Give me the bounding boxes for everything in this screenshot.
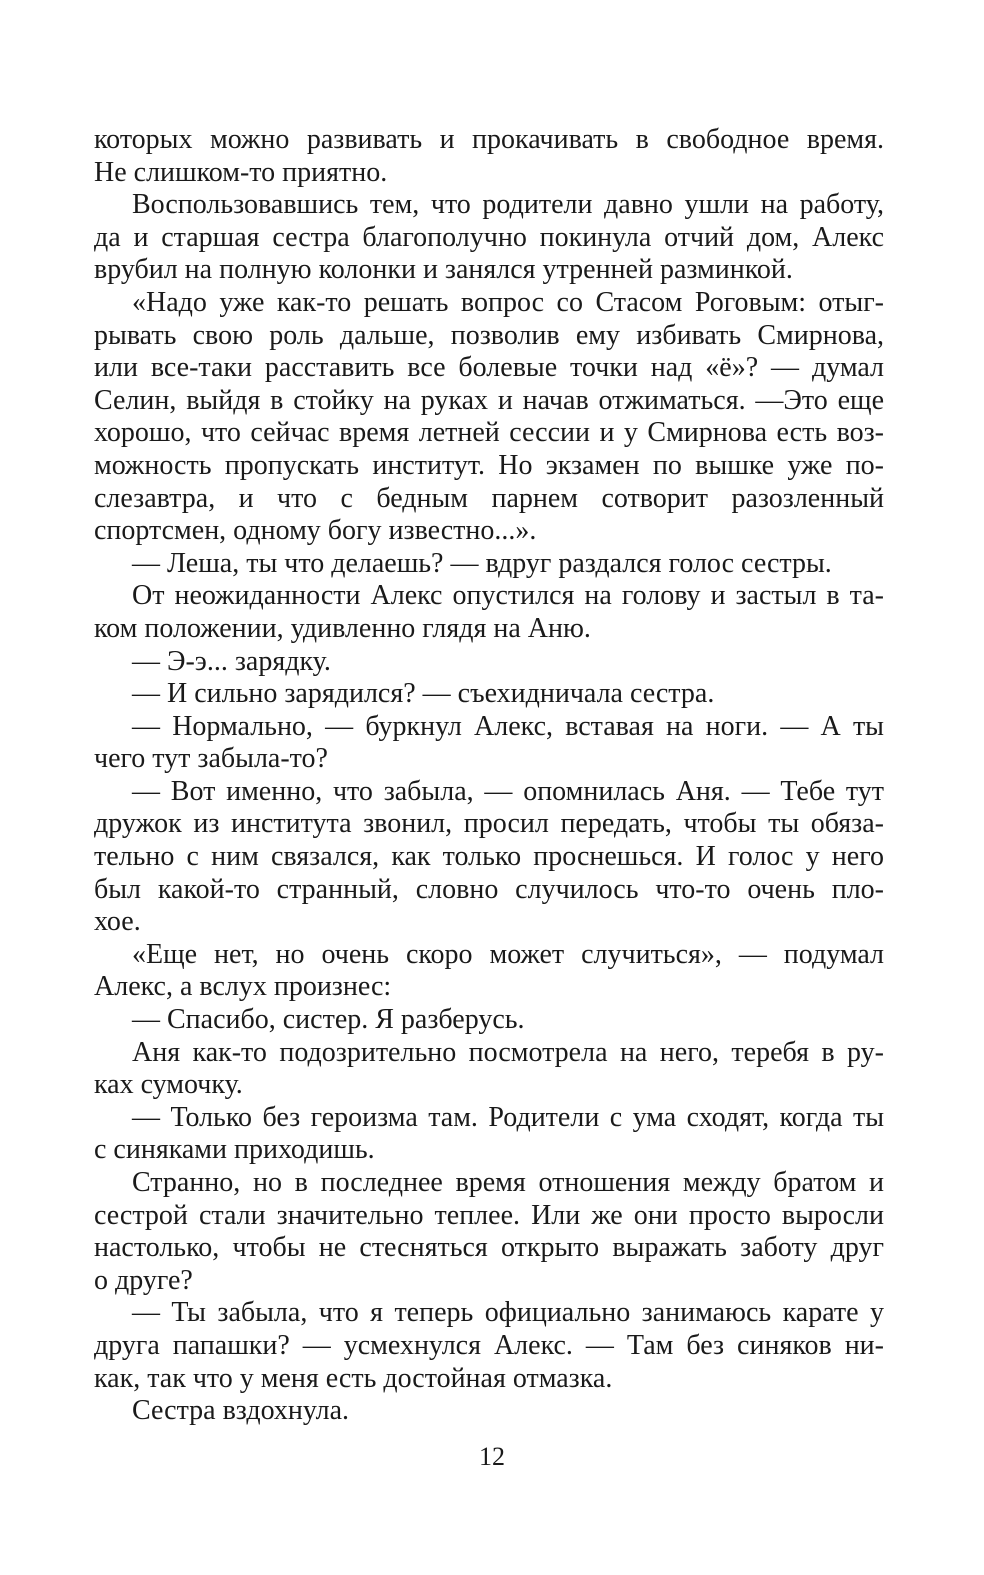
text-line: ком положении, удивленно глядя на Аню. [94,612,591,644]
text-line: да и старшая сестра благополучно покинула отчий дом, Алекс [94,221,884,253]
text-line: — Леша, ты что делаешь? — вдруг раздался голос сестры. [132,547,832,579]
text-line: «Надо уже как-то решать вопрос со Стасом Роговым: отыг- [132,286,884,318]
text-line: Воспользовавшись тем, что родители давно ушли на работу, [132,189,884,221]
text-line: дружок из института звонил, просил передать, чтобы ты обяза- [94,808,884,840]
text-line: о друге? [94,1264,193,1296]
text-line: врубил на полную колонки и занялся утренней разминкой. [94,254,793,286]
text-line: хорошо, что сейчас время летней сессии и у Смирнова есть воз- [94,417,884,449]
text-line: Не слишком-то приятно. [94,156,388,188]
body-text [94,124,884,1428]
text-line: настолько, чтобы не стесняться открыто выражать заботу друг [94,1232,884,1264]
text-line: — И сильно зарядился? — съехидничала сестра. [132,678,715,710]
text-line: тельно с ним связался, как только проснешься. И голос у него [94,841,884,873]
text-line: сестрой стали значительно теплее. Или же они просто выросли [94,1199,884,1231]
text-line: которых можно развивать и прокачивать в свободное время. [94,124,884,155]
text-line: хое. [94,906,141,938]
text-line: — Ты забыла, что я теперь официально занимаюсь карате у [132,1297,884,1329]
text-line: как, так что у меня есть достойная отмазка. [94,1362,613,1394]
text-line: ках сумочку. [94,1069,243,1101]
text-line: — Вот именно, что забыла, — опомнилась Аня. — Тебе тут [132,775,884,807]
text-line: Алекс, а вслух произнес: [94,971,392,1003]
text-line: Селин, выйдя в стойку на руках и начав отжиматься. —Это еще [94,384,884,416]
text-line: спортсмен, одному богу известно...». [94,515,537,547]
text-line: — Только без героизма там. Родители с ума сходят, когда ты [132,1101,884,1133]
text-line: можность пропускать институт. Но экзамен по вышке уже по- [94,449,884,481]
page-number: 12 [479,1442,505,1471]
text-line: с синяками приходишь. [94,1134,375,1166]
text-line: был какой-то странный, словно случилось что-то очень пло- [94,873,884,905]
text-line: Аня как-то подозрительно посмотрела на него, теребя в ру- [132,1036,884,1068]
text-line: слезавтра, и что с бедным парнем сотворит разозленный [94,482,884,514]
text-line: — Нормально, — буркнул Алекс, вставая на ноги. — А ты [132,710,884,742]
text-line: Сестра вздохнула. [132,1395,350,1427]
text-line: Странно, но в последнее время отношения между братом и [132,1167,884,1198]
text-line: — Э-э... зарядку. [132,645,331,677]
text-line: «Еще нет, но очень скоро может случиться», — подумал [132,938,884,970]
text-line: рывать свою роль дальше, позволив ему избивать Смирнова, [94,319,884,351]
text-line: От неожиданности Алекс опустился на голову и застыл в та- [132,580,884,612]
text-line: чего тут забыла-то? [94,743,328,775]
text-line: — Спасибо, систер. Я разберусь. [132,1004,525,1036]
text-line: или все-таки расставить все болевые точки над «ё»? — думал [94,352,884,384]
text-line: друга папашки? — усмехнулся Алекс. — Там без синяков ни- [94,1329,884,1361]
